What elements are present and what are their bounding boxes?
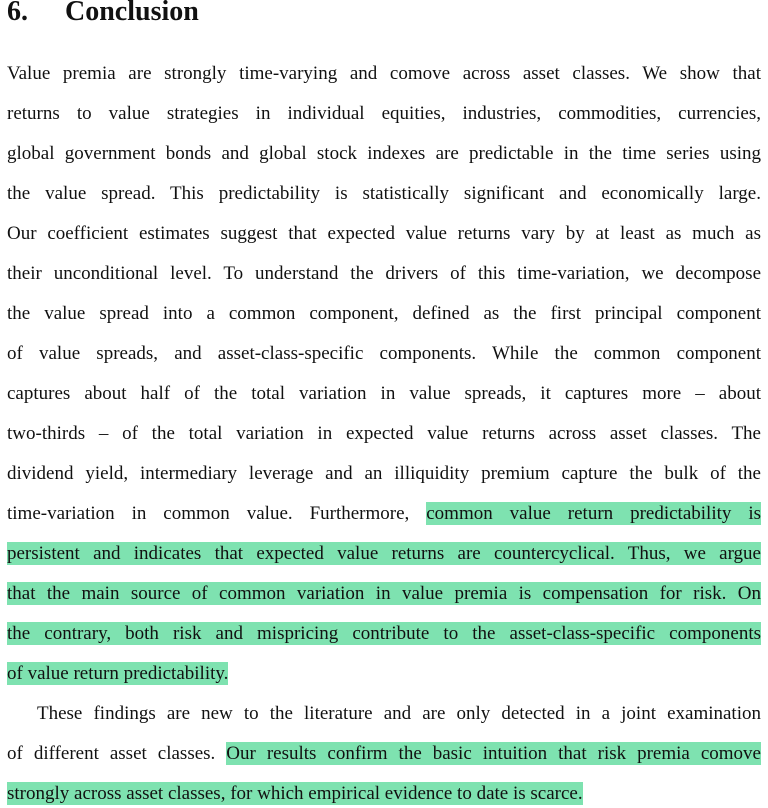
line-text: dividend yield, intermediary leverage and an illiquidity premium capture the bulk of the [7,463,761,484]
highlighted-text: common value return predictability is [426,503,762,524]
line-text: Our coefficient estimates suggest that expected value returns vary by at least as much as [7,223,761,244]
text-line [7,341,761,367]
text-line [7,621,761,647]
text-line [7,381,761,407]
text-line [7,181,761,207]
line-text: the value spread into a common component, defined as the first principal component [7,303,761,324]
highlighted-text: that the main source of common variation in value premia is compensation for risk. On [7,583,761,604]
text-line [7,301,761,327]
line-text: These findings are new to the literature and are only detected in a joint examination [37,703,761,724]
text-line [7,661,761,687]
line-text: returns to value strategies in individual equities, industries, commodities, currencies, [7,103,761,124]
text-line [7,61,761,87]
highlighted-text: the contrary, both risk and mispricing contribute to the asset-class-specific components [7,623,761,644]
text-line [7,261,761,287]
text-line [7,141,761,167]
highlighted-text: persistent and indicates that expected value returns are countercyclical. Thus, we argue [7,543,761,564]
text-line [7,541,761,567]
line-text: their unconditional level. To understand the drivers of this time-variation, we decompose [7,263,761,284]
text-line [7,581,761,607]
text-line [7,701,761,727]
line-text: global government bonds and global stock indexes are predictable in the time series using [7,143,761,164]
text-line [7,781,761,807]
line-text: captures about half of the total variation in value spreads, it captures more – about [7,383,761,404]
text-line [7,461,761,487]
section-heading [7,0,199,32]
text-line [7,501,761,527]
section-number: 6. [7,0,28,27]
highlighted-text: of value return predictability. [7,663,229,684]
text-line [7,741,761,767]
line-text: of different asset classes. [7,743,227,764]
line-text: two-thirds – of the total variation in expected value returns across asset classes. The [7,423,761,444]
line-text: of value spreads, and asset-class-specific components. While the common component [7,343,761,364]
section-title: Conclusion [65,0,199,27]
text-line [7,421,761,447]
highlighted-text: strongly across asset classes, for which empirical evidence to date is scarce. [7,783,583,804]
text-line [7,221,761,247]
text-line [7,101,761,127]
line-text: time-variation in common value. Furthermore, [7,503,427,524]
line-text: the value spread. This predictability is statistically significant and economically large. [7,183,761,204]
line-text: Value premia are strongly time-varying and comove across asset classes. We show that [7,63,761,84]
highlighted-text: Our results confirm the basic intuition that risk premia comove [226,743,761,764]
